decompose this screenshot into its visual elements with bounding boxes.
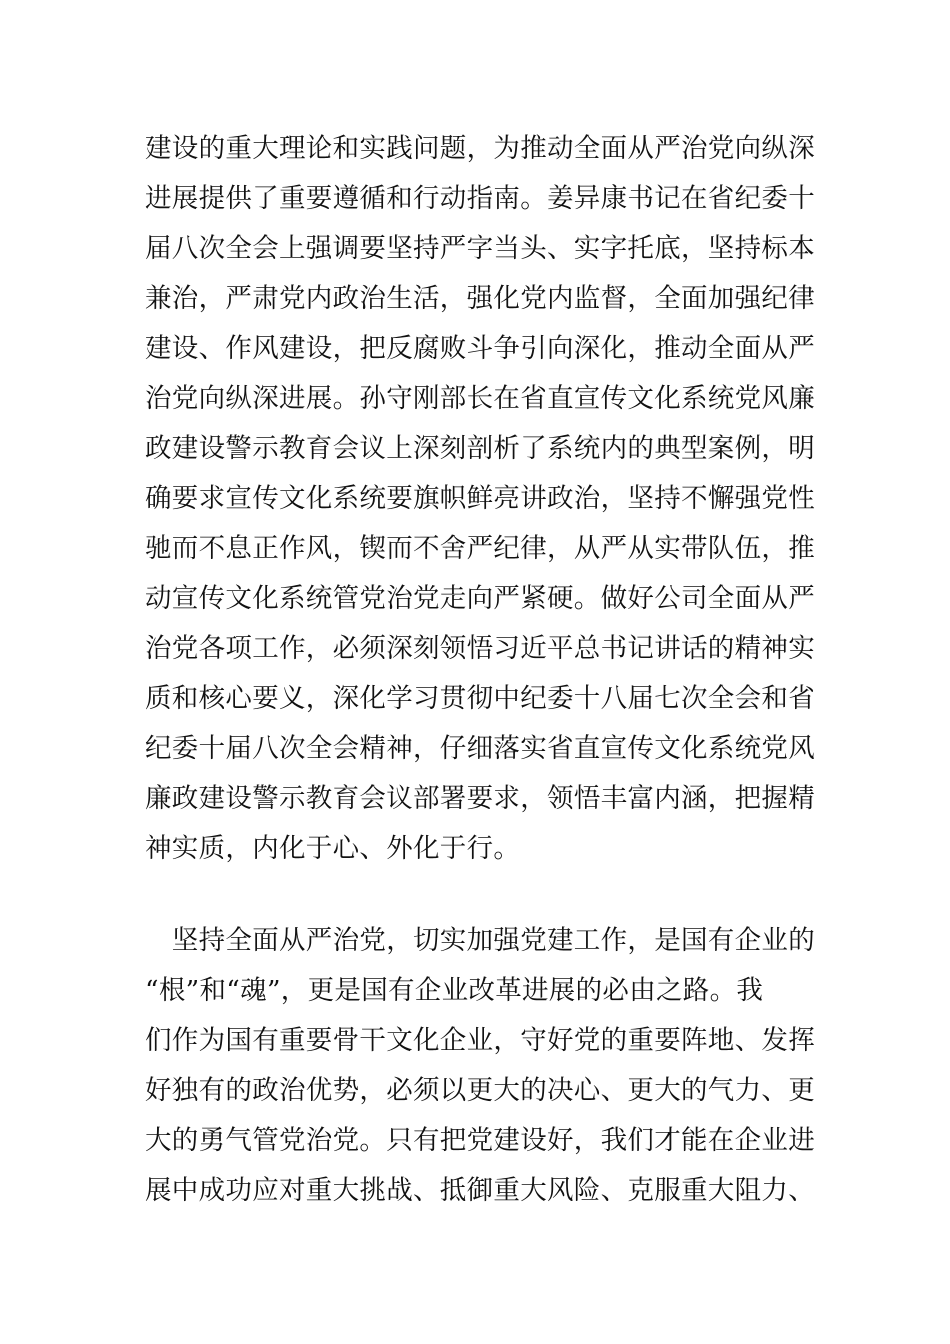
paragraph-line: 廉政建设警示教育会议部署要求，领悟丰富内涵，把握精 <box>145 783 815 814</box>
paragraph-line: 质和核心要义，深化学习贯彻中纪委十八届七次全会和省 <box>145 683 815 714</box>
paragraph-2 <box>145 916 815 1216</box>
paragraph-line: 动宣传文化系统管党治党走向严紧硬。做好公司全面从严 <box>145 583 815 614</box>
paragraph-line: 好独有的政治优势，必须以更大的决心、更大的气力、更 <box>145 1075 815 1106</box>
paragraph-line: 建设、作风建设，把反腐败斗争引向深化，推动全面从严 <box>145 333 815 364</box>
paragraph-line: 建设的重大理论和实践问题，为推动全面从严治党向纵深 <box>145 133 815 164</box>
paragraph-line: 进展提供了重要遵循和行动指南。姜异康书记在省纪委十 <box>145 183 815 214</box>
paragraph-1 <box>145 124 815 874</box>
paragraph-line: 驰而不息正作风，锲而不舍严纪律，从严从实带队伍，推 <box>145 533 815 564</box>
paragraph-line: “根”和“魂”，更是国有企业改革进展的必由之路。我 <box>145 975 764 1006</box>
paragraph-line: 坚持全面从严治党，切实加强党建工作，是国有企业的 <box>145 925 815 956</box>
paragraph-line: 确要求宣传文化系统要旗帜鲜亮讲政治，坚持不懈强党性 <box>145 483 815 514</box>
paragraph-line: 政建设警示教育会议上深刻剖析了系统内的典型案例，明 <box>145 433 815 464</box>
paragraph-line: 届八次全会上强调要坚持严字当头、实字托底，坚持标本 <box>145 233 815 264</box>
paragraph-line: 兼治，严肃党内政治生活，强化党内监督，全面加强纪律 <box>145 283 815 314</box>
paragraph-line: 展中成功应对重大挑战、抵御重大风险、克服重大阻力、 <box>145 1175 815 1206</box>
paragraph-line: 纪委十届八次全会精神，仔细落实省直宣传文化系统党风 <box>145 733 815 764</box>
paragraph-line: 治党各项工作，必须深刻领悟习近平总书记讲话的精神实 <box>145 633 815 664</box>
paragraph-line: 神实质，内化于心、外化于行。 <box>145 833 521 864</box>
paragraph-line: 们作为国有重要骨干文化企业，守好党的重要阵地、发挥 <box>145 1025 815 1056</box>
paragraph-line: 治党向纵深进展。孙守刚部长在省直宣传文化系统党风廉 <box>145 383 815 414</box>
paragraph-line: 大的勇气管党治党。只有把党建设好，我们才能在企业进 <box>145 1125 815 1156</box>
